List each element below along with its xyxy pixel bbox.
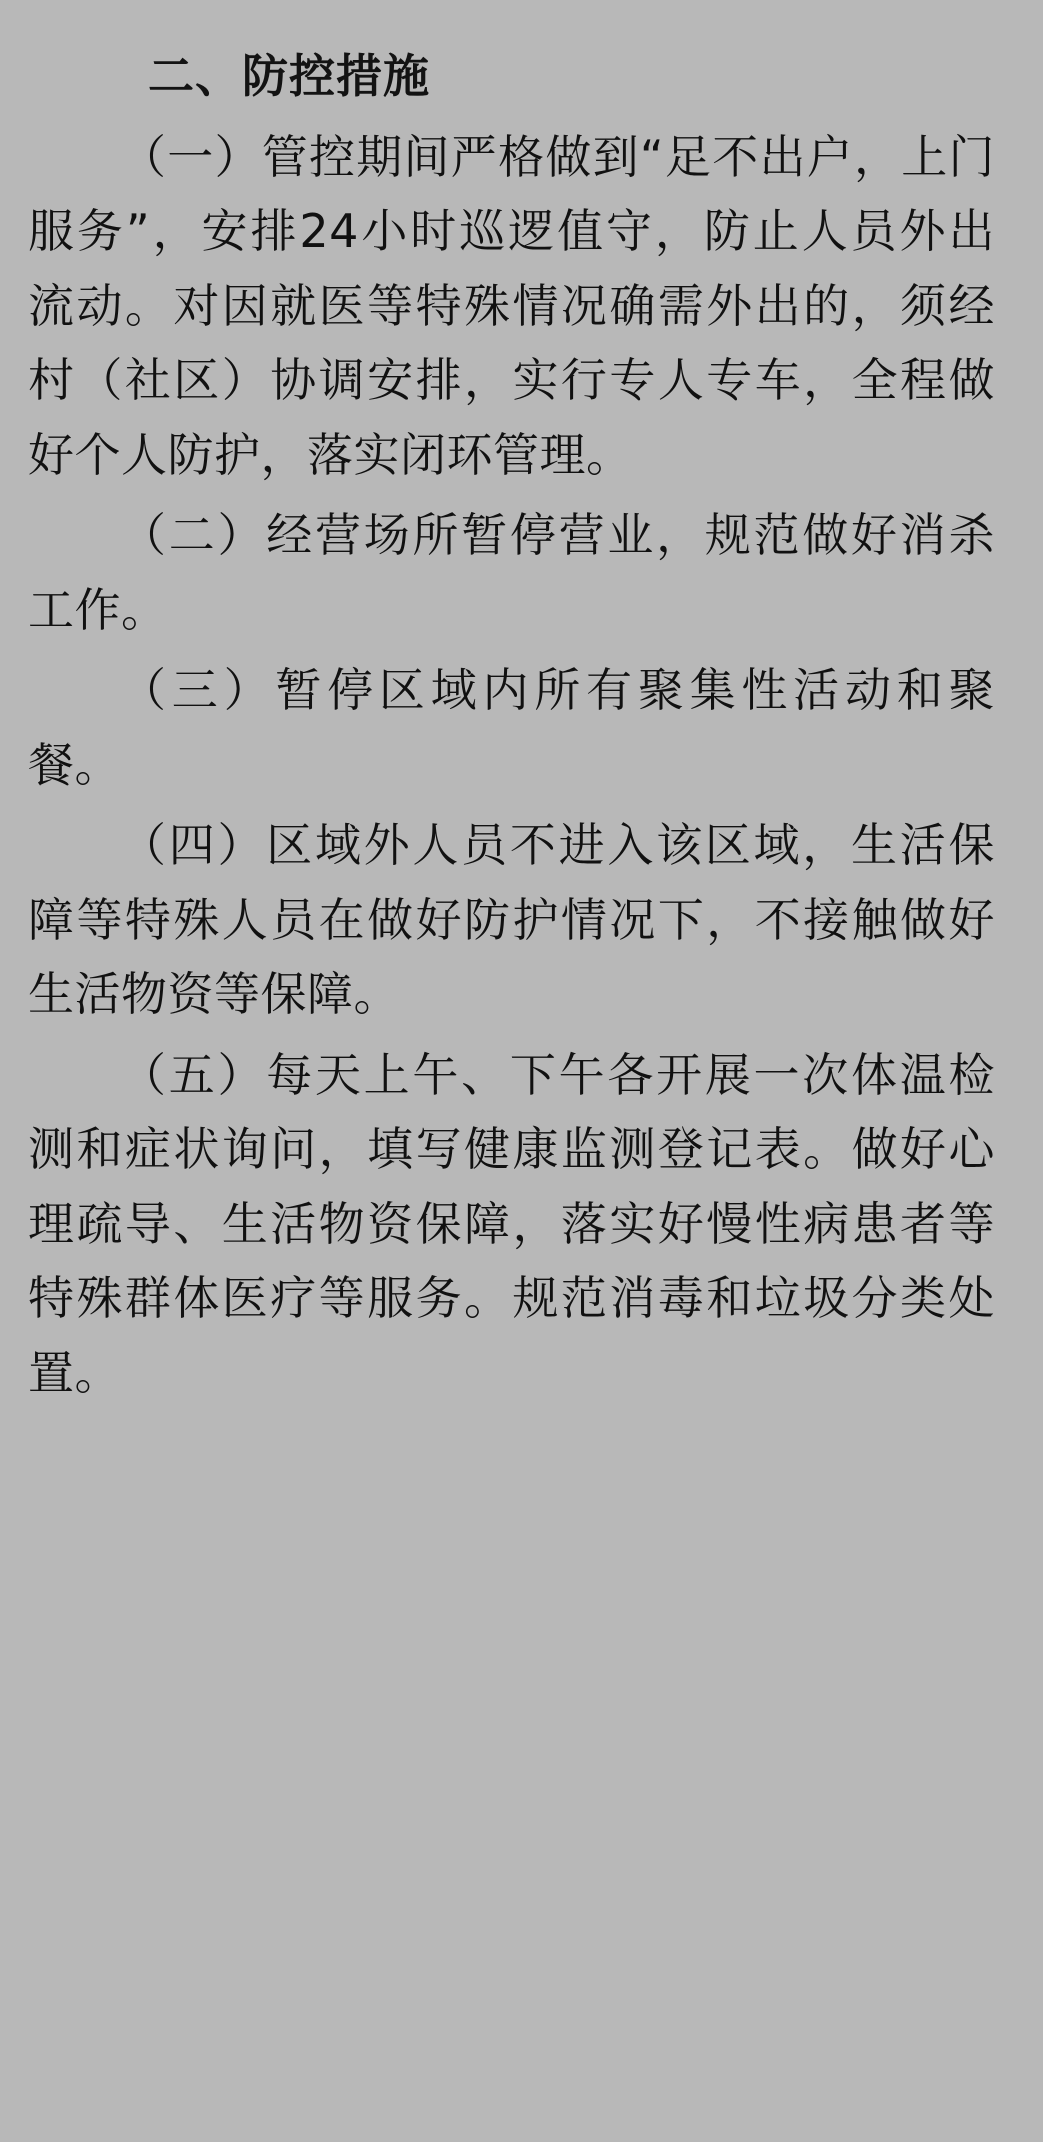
paragraph-2: （二）经营场所暂停营业，规范做好消杀工作。 xyxy=(28,508,995,637)
paragraph-3: （三）暂停区域内所有聚集性活动和聚餐。 xyxy=(28,663,995,792)
paragraph-1: （一）管控期间严格做到“足不出户，上门服务”，安排24小时巡逻值守，防止人员外出流动。对因就医等特殊情况确需外出的，须经村（社区）协调安排，实行专人专车，全程做好个人防护，落实闭环管理。 xyxy=(28,129,995,482)
paragraph-4: （四）区域外人员不进入该区域，生活保障等特殊人员在做好防护情况下，不接触做好生活物资等保障。 xyxy=(28,818,995,1022)
paragraph-5: （五）每天上午、下午各开展一次体温检测和症状询问，填写健康监测登记表。做好心理疏导、生活物资保障，落实好慢性病患者等特殊群体医疗等服务。规范消毒和垃圾分类处置。 xyxy=(28,1047,995,1400)
section-heading: 二、防控措施 xyxy=(148,49,430,103)
